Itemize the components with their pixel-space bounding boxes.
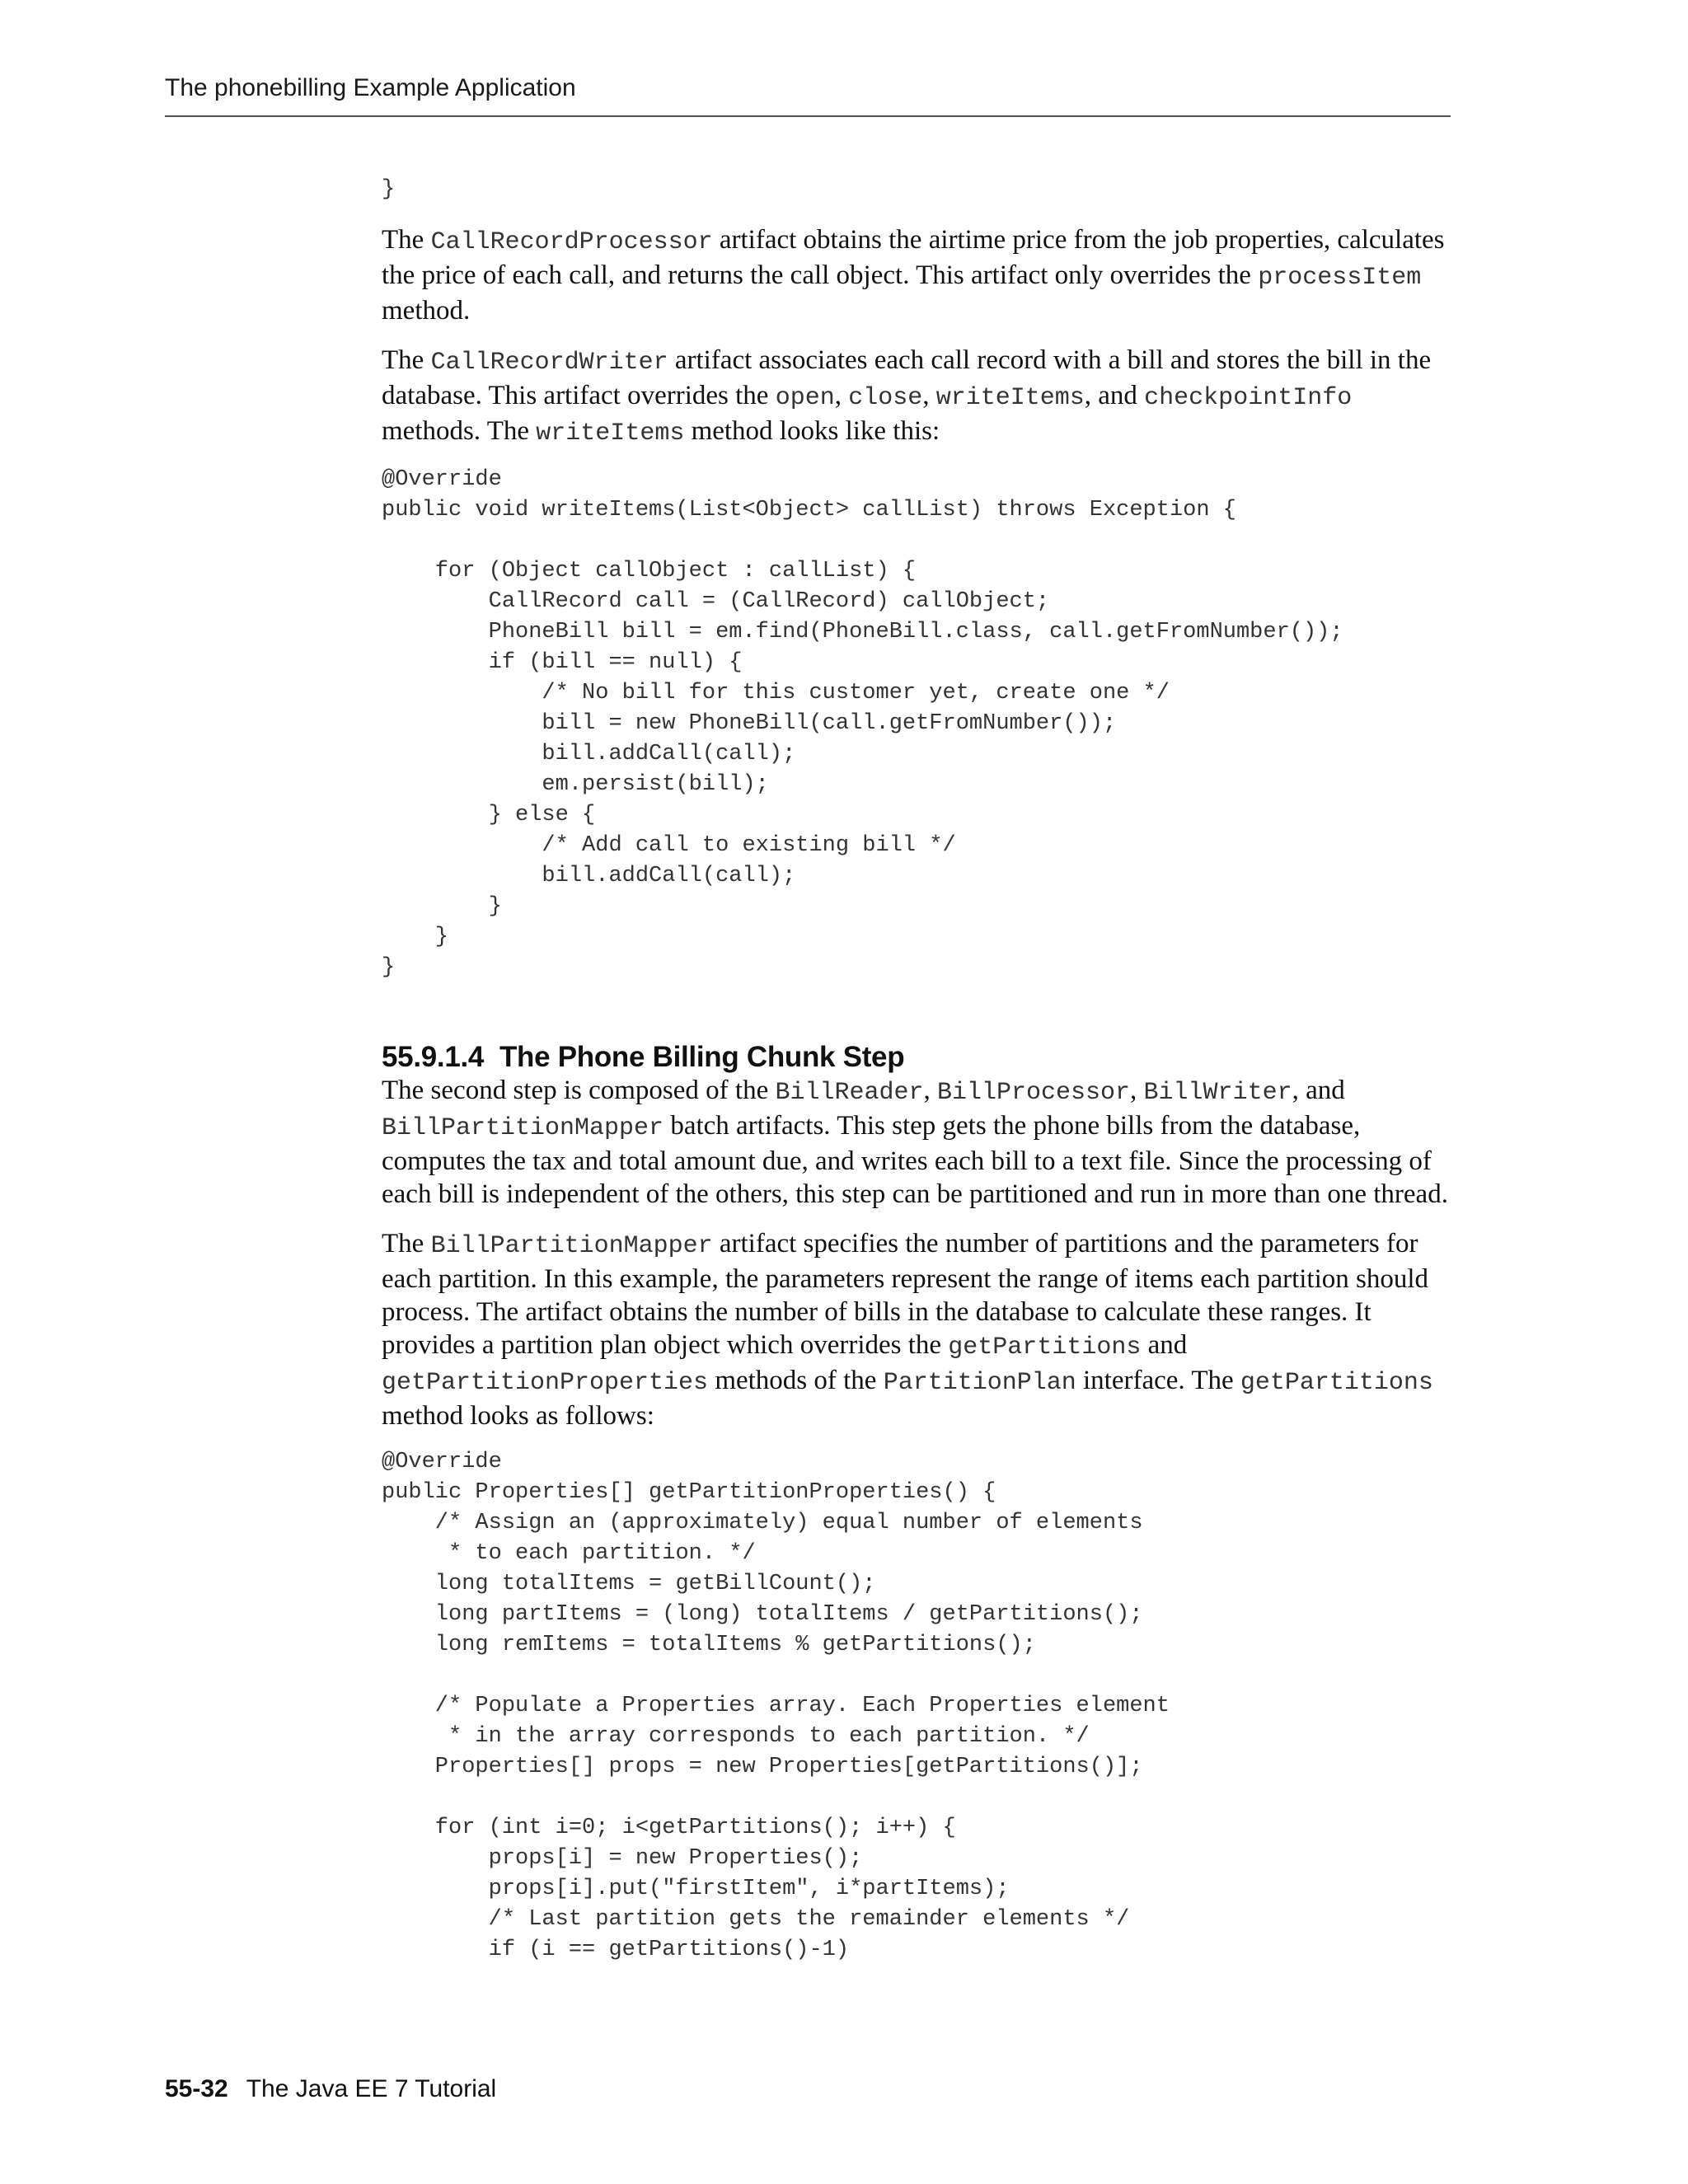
inline-code: BillReader xyxy=(775,1079,924,1107)
text: artifact obtains the airtime price from the job properties, calculates the price of each call, and returns the call object. This artifact only overrides the xyxy=(382,225,1445,290)
text: , xyxy=(1130,1076,1144,1105)
inline-code: BillProcessor xyxy=(937,1079,1131,1107)
inline-code: CallRecordProcessor xyxy=(430,228,713,256)
paragraph-callrecordwriter xyxy=(382,344,1453,450)
inline-code: writeItems xyxy=(935,384,1085,412)
page-footer xyxy=(165,2075,496,2103)
text: The xyxy=(382,225,431,255)
inline-code: BillPartitionMapper xyxy=(430,1232,713,1260)
text: artifact specifies the number of partitions and the parameters for each partition. In this example, the parameters represent the range of items each partition should process. The artifact obtains the number of bills in the database to calculate these ranges. It provides a partition plan object which overrides the xyxy=(382,1229,1429,1360)
text: and xyxy=(1141,1330,1188,1360)
code-block-closing-brace: } xyxy=(382,177,396,202)
text: method looks like this: xyxy=(684,416,940,446)
book-title: The Java EE 7 Tutorial xyxy=(246,2075,497,2102)
text: The xyxy=(382,345,431,375)
text: , xyxy=(923,1076,937,1105)
text: , xyxy=(834,381,849,410)
text: batch artifacts. This step gets the phone bills from the database, computes the tax and total amount due, and writes each bill to a text file. Since the processing of each bill is independent of the others, this step can be partitioned and run in more than one thread. xyxy=(382,1111,1448,1209)
text: artifact associates each call record with a bill and stores the bill in the database. This artifact overrides the xyxy=(382,345,1432,410)
inline-code: getPartitionProperties xyxy=(382,1369,709,1397)
text: , xyxy=(922,381,936,410)
code-block-getpartitionproperties: @Override public Properties[] getPartitionProperties() { /* Assign an (approximately) equal number of elements * to each partition. */ long totalItems = getBillCount(); long partItems = (long) totalItems / getPartitions(); long remItems = totalItems % getPartitions(); /* Populate a Properties array. Each Properties element * in the array corresponds to each partition. */ Properties[] props = new Properties[getPartitions()]; for (int i=0; i<getPartitions(); i++) { props[i] = new Properties(); props[i].put("firstItem", i*partItems); /* Last partition gets the remainder elements */ if (i == getPartitions()-1) xyxy=(382,1450,1170,1962)
inline-code: BillWriter xyxy=(1143,1079,1292,1107)
paragraph-chunk-step xyxy=(382,1074,1453,1211)
inline-code: getPartitions xyxy=(948,1333,1142,1361)
code-block-writeitems: @Override public void writeItems(List<Object> callList) throws Exception { for (Object callObject : callList) { CallRecord call = (CallRecord) callObject; PhoneBill bill = em.find(PhoneBill.class, call.getFromNumber()); if (bill == null) { /* No bill for this customer yet, create one */ bill = new PhoneBill(call.getFromNumber()); bill.addCall(call); em.persist(bill); } else { /* Add call to existing bill */ bill.addCall(call); } } } xyxy=(382,467,1343,980)
text: methods. The xyxy=(382,416,537,446)
text: The xyxy=(382,1229,431,1258)
page-number: 55-32 xyxy=(165,2075,228,2102)
header-rule xyxy=(165,115,1451,117)
text: method looks as follows: xyxy=(382,1401,654,1431)
inline-code: writeItems xyxy=(536,419,685,448)
section-heading xyxy=(382,1041,1453,1074)
running-header: The phonebilling Example Application xyxy=(165,74,576,101)
text: , and xyxy=(1084,381,1145,410)
text: method. xyxy=(382,296,471,326)
inline-code: getPartitions xyxy=(1240,1369,1433,1397)
section-number: 55.9.1.4 xyxy=(382,1041,485,1073)
text: methods of the xyxy=(708,1366,884,1395)
inline-code: processItem xyxy=(1258,264,1422,292)
inline-code: close xyxy=(848,384,923,412)
paragraph-partitionmapper xyxy=(382,1227,1453,1432)
inline-code: CallRecordWriter xyxy=(430,349,668,377)
inline-code: PartitionPlan xyxy=(883,1369,1076,1397)
text: , and xyxy=(1292,1076,1345,1105)
inline-code: BillPartitionMapper xyxy=(382,1114,664,1142)
inline-code: checkpointInfo xyxy=(1144,384,1353,412)
paragraph-callrecordprocessor xyxy=(382,223,1453,327)
inline-code: open xyxy=(775,384,835,412)
text: interface. The xyxy=(1076,1366,1240,1395)
section-title: The Phone Billing Chunk Step xyxy=(499,1041,905,1073)
text: The second step is composed of the xyxy=(382,1076,776,1105)
main-content xyxy=(382,175,1453,1966)
